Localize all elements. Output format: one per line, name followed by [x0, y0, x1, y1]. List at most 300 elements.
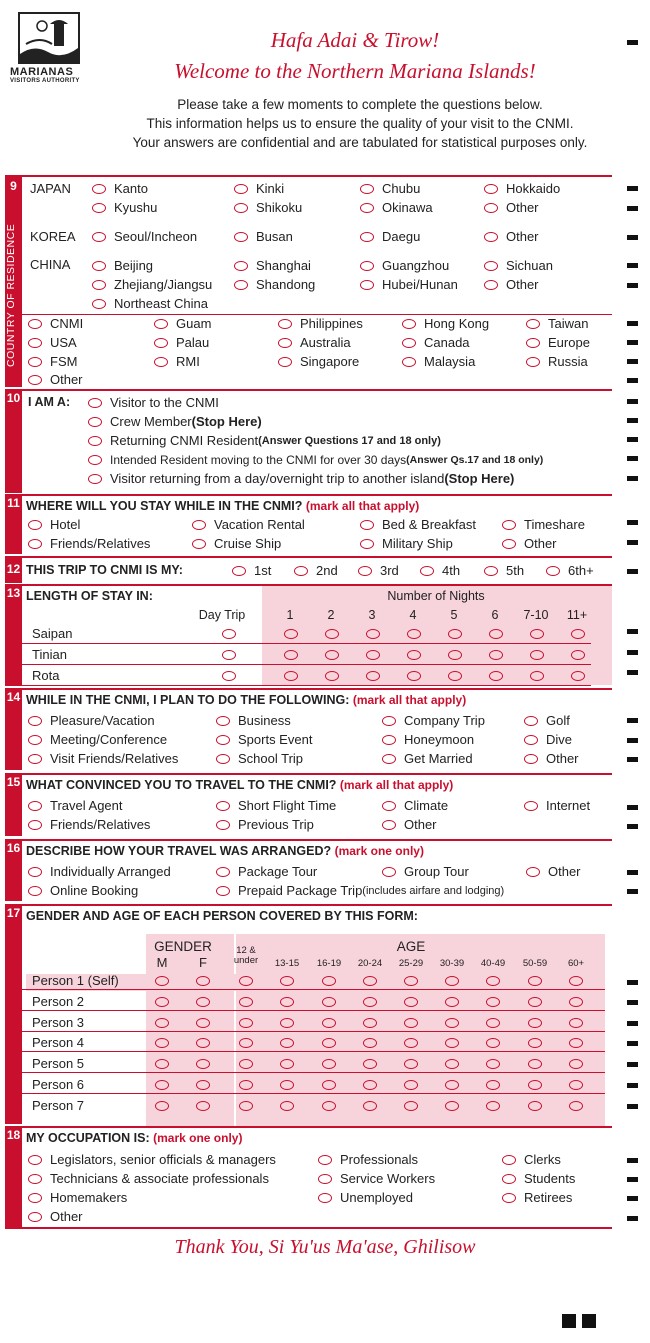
nights-header: Number of Nights: [387, 589, 485, 603]
age-bubble[interactable]: [239, 976, 253, 986]
age-bubble[interactable]: [280, 1101, 294, 1111]
age-bubble[interactable]: [445, 1018, 459, 1028]
age-bubble[interactable]: [404, 976, 418, 986]
option-professionals[interactable]: Professionals: [318, 1150, 418, 1169]
age-bubble[interactable]: [569, 976, 583, 986]
latte-stone-logo-icon: [18, 12, 80, 64]
logo-org-name: MARIANAS: [10, 66, 74, 78]
person-row: [5, 1074, 605, 1094]
option-philippines[interactable]: Philippines: [278, 314, 363, 333]
person-row: [5, 1053, 605, 1073]
timing-mark: [627, 456, 638, 461]
nights-bubble[interactable]: [325, 629, 339, 639]
nights-col-header: 4: [409, 608, 417, 622]
option-school-trip[interactable]: School Trip: [216, 749, 303, 768]
nights-bubble[interactable]: [325, 671, 339, 681]
age-bubble[interactable]: [239, 1101, 253, 1111]
section-q17: [5, 904, 612, 1124]
age-bubble[interactable]: [322, 997, 336, 1007]
option-trip-6th[interactable]: 6th+: [546, 561, 594, 580]
mva-logo: [10, 12, 86, 96]
option-visitor[interactable]: Visitor to the CNMI: [88, 393, 219, 412]
option-kyushu[interactable]: Kyushu: [92, 198, 157, 217]
option-intended-resident[interactable]: Intended Resident moving to the CNMI for over 30 days (Answer Qs.17 and 18 only): [88, 450, 543, 469]
option-sichuan[interactable]: Sichuan: [484, 256, 553, 275]
age-bubble[interactable]: [404, 1101, 418, 1111]
age-bubble[interactable]: [404, 1080, 418, 1090]
option-golf[interactable]: Golf: [524, 711, 570, 730]
age-bubble[interactable]: [528, 997, 542, 1007]
island-label: Tinian: [32, 647, 67, 662]
gender-bubble[interactable]: [196, 1101, 210, 1111]
option-russia[interactable]: Russia: [526, 352, 588, 371]
question-number: 16: [5, 841, 22, 901]
section-q12: [5, 556, 612, 583]
person-label: Person 4: [32, 1035, 85, 1051]
age-bubble[interactable]: [486, 1080, 500, 1090]
nights-bubble[interactable]: [530, 629, 544, 639]
age-bubble[interactable]: [322, 1080, 336, 1090]
q15-mark-hint: (mark all that apply): [339, 778, 454, 792]
age-bubble[interactable]: [239, 1018, 253, 1028]
age-bubble[interactable]: [445, 1101, 459, 1111]
section-q13: [5, 584, 612, 685]
stay-row: [5, 665, 591, 686]
person-row: [5, 1032, 605, 1052]
timing-mark: [627, 540, 638, 545]
timing-mark: [627, 206, 638, 211]
question-number: 15: [5, 775, 22, 836]
option-hong-kong[interactable]: Hong Kong: [402, 314, 489, 333]
timing-mark: [627, 757, 638, 762]
option-northeast-china[interactable]: Northeast China: [92, 294, 208, 313]
timing-mark: [627, 569, 638, 574]
timing-mark: [627, 1000, 638, 1005]
section-q14: [5, 688, 612, 770]
person-label: Person 1 (Self): [32, 973, 119, 988]
option-group-tour[interactable]: Group Tour: [382, 862, 469, 881]
option-bed-breakfast[interactable]: Bed & Breakfast: [360, 515, 476, 534]
option-country-other[interactable]: Other: [28, 370, 83, 389]
age-bubble[interactable]: [445, 976, 459, 986]
timing-mark: [627, 1177, 638, 1182]
option-conv-other[interactable]: Other: [382, 815, 437, 834]
timing-mark: [627, 40, 638, 45]
timing-mark: [627, 399, 638, 404]
option-beijing[interactable]: Beijing: [92, 256, 153, 275]
question-number: 17: [5, 906, 22, 1124]
question-number: 14: [5, 690, 22, 770]
nights-bubble[interactable]: [325, 650, 339, 660]
gender-bubble[interactable]: [196, 997, 210, 1007]
option-plan-other[interactable]: Other: [524, 749, 579, 768]
age-col-header: 40-49: [480, 958, 506, 969]
age-bubble[interactable]: [486, 1101, 500, 1111]
age-bubble[interactable]: [445, 1080, 459, 1090]
option-honeymoon[interactable]: Honeymoon: [382, 730, 474, 749]
age-col-header: 20-24: [357, 958, 383, 969]
option-previous-trip[interactable]: Previous Trip: [216, 815, 314, 834]
option-sports-event[interactable]: Sports Event: [216, 730, 312, 749]
welcome-title: Welcome to the Northern Mariana Islands!: [174, 59, 536, 83]
age-bubble[interactable]: [486, 1018, 500, 1028]
scanner-timing-marks: [627, 0, 638, 1343]
option-business[interactable]: Business: [216, 711, 291, 730]
nights-bubble[interactable]: [448, 629, 462, 639]
timing-mark: [627, 889, 638, 894]
greeting-title: Hafa Adai & Tirow!: [270, 28, 440, 52]
timing-mark: [627, 670, 638, 675]
age-bubble[interactable]: [404, 997, 418, 1007]
person-row: [5, 991, 605, 1011]
nights-bubble[interactable]: [489, 650, 503, 660]
age-bubble[interactable]: [486, 997, 500, 1007]
option-china-other[interactable]: Other: [484, 275, 539, 294]
option-timeshare[interactable]: Timeshare: [502, 515, 585, 534]
question-number: 12: [5, 558, 22, 583]
option-trip-1st[interactable]: 1st: [232, 561, 271, 580]
age-bubble[interactable]: [445, 997, 459, 1007]
logo-org-subtitle: VISITORS AUTHORITY: [10, 78, 80, 84]
option-seoul[interactable]: Seoul/Incheon: [92, 227, 197, 246]
option-daegu[interactable]: Daegu: [360, 227, 420, 246]
question-number: 11: [5, 496, 22, 554]
nights-bubble[interactable]: [530, 671, 544, 681]
nights-bubble[interactable]: [366, 671, 380, 681]
option-package-tour[interactable]: Package Tour: [216, 862, 317, 881]
age-bubble[interactable]: [528, 976, 542, 986]
age-bubble[interactable]: [569, 1080, 583, 1090]
timing-mark: [627, 1158, 638, 1163]
timing-mark: [627, 1104, 638, 1109]
age-bubble[interactable]: [280, 997, 294, 1007]
person-row: [5, 1095, 605, 1115]
option-singapore[interactable]: Singapore: [278, 352, 359, 371]
nights-col-header: 11+: [566, 608, 588, 622]
timing-mark: [627, 418, 638, 423]
person-row: [5, 1012, 605, 1032]
option-occupation-other[interactable]: Other: [28, 1207, 83, 1226]
q11-mark-hint: (mark all that apply): [305, 499, 420, 513]
nights-col-header: 5: [450, 608, 458, 622]
nights-bubble[interactable]: [489, 671, 503, 681]
timing-mark: [627, 870, 638, 875]
nights-bubble[interactable]: [284, 650, 298, 660]
timing-mark: [627, 235, 638, 240]
option-cnmi[interactable]: CNMI: [28, 314, 83, 333]
island-label: Rota: [32, 668, 60, 683]
timing-mark: [627, 1216, 638, 1221]
timing-mark: [627, 1021, 638, 1026]
option-friends-relatives[interactable]: Friends/Relatives: [28, 534, 150, 553]
timing-mark: [627, 805, 638, 810]
option-get-married[interactable]: Get Married: [382, 749, 473, 768]
i-am-a-label: I AM A:: [28, 395, 71, 409]
option-cruise-ship[interactable]: Cruise Ship: [192, 534, 281, 553]
nights-bubble[interactable]: [284, 671, 298, 681]
timing-mark: [627, 824, 638, 829]
option-usa[interactable]: USA: [28, 333, 77, 352]
q16-mark-hint: (mark one only): [334, 844, 424, 858]
country-of-residence-label: COUNTRY OF RESIDENCE: [5, 223, 17, 367]
q17-label: GENDER AND AGE OF EACH PERSON COVERED BY THIS FORM:: [26, 909, 418, 923]
person-label: Person 7: [32, 1097, 85, 1113]
section-q9: [5, 175, 612, 387]
stay-row: [5, 623, 591, 644]
option-trip-2nd[interactable]: 2nd: [294, 561, 338, 580]
option-online-booking[interactable]: Online Booking: [28, 881, 138, 900]
timing-mark: [627, 186, 638, 191]
option-stay-other[interactable]: Other: [502, 534, 557, 553]
option-shandong[interactable]: Shandong: [234, 275, 315, 294]
option-guangzhou[interactable]: Guangzhou: [360, 256, 449, 275]
option-hubei[interactable]: Hubei/Hunan: [360, 275, 458, 294]
china-label: CHINA: [30, 257, 71, 272]
question-number: 13: [5, 586, 22, 685]
nights-bubble[interactable]: [489, 629, 503, 639]
option-unemployed[interactable]: Unemployed: [318, 1188, 413, 1207]
nights-bubble[interactable]: [571, 650, 585, 660]
option-palau[interactable]: Palau: [154, 333, 209, 352]
stay-row: [5, 644, 591, 665]
option-crew-member[interactable]: Crew Member (Stop Here): [88, 412, 262, 431]
option-military-ship[interactable]: Military Ship: [360, 534, 453, 553]
option-service-workers[interactable]: Service Workers: [318, 1169, 435, 1188]
timing-mark: [627, 340, 638, 345]
option-guam[interactable]: Guam: [154, 314, 211, 333]
age-bubble[interactable]: [528, 1101, 542, 1111]
nights-bubble[interactable]: [366, 629, 380, 639]
option-taiwan[interactable]: Taiwan: [526, 314, 588, 333]
question-number: 9: [5, 177, 22, 387]
q16-label: DESCRIBE HOW YOUR TRAVEL WAS ARRANGED?: [26, 844, 332, 858]
q15-label: WHAT CONVINCED YOU TO TRAVEL TO THE CNMI?: [26, 778, 337, 792]
nights-col-header: 3: [368, 608, 376, 622]
timing-mark: [627, 476, 638, 481]
gender-bubble[interactable]: [196, 1080, 210, 1090]
age-bubble[interactable]: [404, 1018, 418, 1028]
q18-label: MY OCCUPATION IS:: [26, 1131, 150, 1145]
nights-col-header: 6: [491, 608, 499, 622]
option-climate[interactable]: Climate: [382, 796, 448, 815]
nights-bubble[interactable]: [571, 671, 585, 681]
timing-mark: [627, 980, 638, 985]
age-bubble[interactable]: [363, 997, 377, 1007]
age-bubble[interactable]: [239, 1080, 253, 1090]
option-okinawa[interactable]: Okinawa: [360, 198, 433, 217]
age-col-header: 16-19: [316, 958, 342, 969]
option-kinki[interactable]: Kinki: [234, 179, 284, 198]
section-q10: [5, 389, 612, 493]
timing-mark: [627, 520, 638, 525]
option-retirees[interactable]: Retirees: [502, 1188, 572, 1207]
option-company-trip[interactable]: Company Trip: [382, 711, 485, 730]
section-q18: [5, 1126, 612, 1227]
gender-header: GENDER: [154, 939, 212, 954]
gender-bubble[interactable]: [155, 1080, 169, 1090]
age-bubble[interactable]: [363, 976, 377, 986]
day-trip-bubble[interactable]: [222, 629, 236, 639]
timing-mark: [627, 1083, 638, 1088]
option-hokkaido[interactable]: Hokkaido: [484, 179, 560, 198]
day-trip-bubble[interactable]: [222, 671, 236, 681]
option-kanto[interactable]: Kanto: [92, 179, 148, 198]
option-arranged-other[interactable]: Other: [526, 862, 581, 881]
gender-bubble[interactable]: [196, 976, 210, 986]
age-bubble[interactable]: [569, 1018, 583, 1028]
q12-label: THIS TRIP TO CNMI IS MY:: [26, 563, 183, 577]
day-trip-bubble[interactable]: [222, 650, 236, 660]
option-travel-agent[interactable]: Travel Agent: [28, 796, 123, 815]
timing-mark: [627, 283, 638, 288]
option-korea-other[interactable]: Other: [484, 227, 539, 246]
option-japan-other[interactable]: Other: [484, 198, 539, 217]
gender-bubble[interactable]: [196, 1018, 210, 1028]
age-bubble[interactable]: [363, 1101, 377, 1111]
age-col-header: 25-29: [398, 958, 424, 969]
option-dive[interactable]: Dive: [524, 730, 572, 749]
age-col-header: 12 & under: [233, 945, 259, 966]
option-rmi[interactable]: RMI: [154, 352, 200, 371]
intro-text: Please take a few moments to complete the questions below. This information helps us to ensure the quality of your visit to the CNMI. Your answers are confidential and are tabulated for statistical purposes only.: [132, 97, 588, 150]
nights-bubble[interactable]: [448, 671, 462, 681]
age-bubble[interactable]: [528, 1080, 542, 1090]
timing-mark: [627, 1196, 638, 1201]
section-q15: [5, 773, 612, 836]
person-label: Person 2: [32, 993, 85, 1009]
timing-mark: [627, 650, 638, 655]
korea-label: KOREA: [30, 229, 76, 244]
age-bubble[interactable]: [363, 1080, 377, 1090]
person-label: Person 5: [32, 1056, 85, 1072]
option-internet[interactable]: Internet: [524, 796, 590, 815]
japan-label: JAPAN: [30, 181, 71, 196]
option-individually[interactable]: Individually Arranged: [28, 862, 171, 881]
timing-mark: [627, 321, 638, 326]
corner-mark-icon: [582, 1314, 596, 1328]
question-number: 10: [5, 391, 22, 493]
age-bubble[interactable]: [280, 1080, 294, 1090]
q18-mark-hint: (mark one only): [153, 1131, 243, 1145]
option-busan[interactable]: Busan: [234, 227, 293, 246]
timing-mark: [627, 718, 638, 723]
option-meeting[interactable]: Meeting/Conference: [28, 730, 167, 749]
timing-mark: [627, 629, 638, 634]
option-conv-friends[interactable]: Friends/Relatives: [28, 815, 150, 834]
gender-bubble[interactable]: [155, 976, 169, 986]
option-clerks[interactable]: Clerks: [502, 1150, 561, 1169]
option-visit-friends[interactable]: Visit Friends/Relatives: [28, 749, 178, 768]
age-bubble[interactable]: [528, 1018, 542, 1028]
gender-bubble[interactable]: [155, 1101, 169, 1111]
option-malaysia[interactable]: Malaysia: [402, 352, 475, 371]
age-header: AGE: [396, 939, 426, 954]
nights-bubble[interactable]: [571, 629, 585, 639]
option-fsm[interactable]: FSM: [28, 352, 77, 371]
day-trip-header: Day Trip: [198, 608, 246, 622]
option-trip-5th[interactable]: 5th: [484, 561, 524, 580]
option-trip-3rd[interactable]: 3rd: [358, 561, 399, 580]
age-bubble[interactable]: [486, 976, 500, 986]
option-returning-resident[interactable]: Returning CNMI Resident (Answer Questions 17 and 18 only): [88, 431, 441, 450]
age-bubble[interactable]: [322, 976, 336, 986]
age-col-header: 30-39: [439, 958, 465, 969]
nights-col-header: 7-10: [523, 608, 549, 622]
nights-bubble[interactable]: [530, 650, 544, 660]
age-bubble[interactable]: [569, 997, 583, 1007]
q11-label: WHERE WILL YOU STAY WHILE IN THE CNMI?: [26, 499, 303, 513]
option-chubu[interactable]: Chubu: [360, 179, 420, 198]
option-visitor-returning[interactable]: Visitor returning from a day/overnight trip to another island (Stop Here): [88, 469, 514, 488]
nights-bubble[interactable]: [407, 671, 421, 681]
timing-mark: [627, 263, 638, 268]
age-col-header: 50-59: [522, 958, 548, 969]
section-q11: [5, 494, 612, 554]
q14-label: WHILE IN THE CNMI, I PLAN TO DO THE FOLLOWING:: [26, 693, 350, 707]
age-bubble[interactable]: [363, 1018, 377, 1028]
option-legislators[interactable]: Legislators, senior officials & managers: [28, 1150, 276, 1169]
nights-bubble[interactable]: [366, 650, 380, 660]
option-pleasure[interactable]: Pleasure/Vacation: [28, 711, 155, 730]
option-canada[interactable]: Canada: [402, 333, 470, 352]
nights-bubble[interactable]: [407, 629, 421, 639]
gender-col-header: M: [156, 955, 168, 970]
option-zhejiang[interactable]: Zhejiang/Jiangsu: [92, 275, 212, 294]
nights-bubble[interactable]: [284, 629, 298, 639]
q13-label: LENGTH OF STAY IN:: [26, 589, 153, 603]
option-trip-4th[interactable]: 4th: [420, 561, 460, 580]
age-bubble[interactable]: [322, 1101, 336, 1111]
section-q16: [5, 839, 612, 901]
age-bubble[interactable]: [569, 1101, 583, 1111]
option-europe[interactable]: Europe: [526, 333, 590, 352]
timing-mark: [627, 437, 638, 442]
option-students[interactable]: Students: [502, 1169, 575, 1188]
option-short-flight[interactable]: Short Flight Time: [216, 796, 336, 815]
option-prepaid[interactable]: Prepaid Package Trip (includes airfare and lodging): [216, 881, 504, 900]
timing-mark: [627, 1041, 638, 1046]
timing-mark: [627, 738, 638, 743]
age-bubble[interactable]: [280, 1018, 294, 1028]
corner-mark-icon: [562, 1314, 576, 1328]
person-label: Person 6: [32, 1077, 85, 1092]
timing-mark: [627, 378, 638, 383]
age-col-header: 13-15: [274, 958, 300, 969]
option-hotel[interactable]: Hotel: [28, 515, 80, 534]
gender-bubble[interactable]: [155, 1018, 169, 1028]
person-label: Person 3: [32, 1014, 85, 1030]
option-vacation-rental[interactable]: Vacation Rental: [192, 515, 305, 534]
thank-you-footer: Thank You, Si Yu'us Ma'ase, Ghilisow: [174, 1236, 476, 1258]
gender-bubble[interactable]: [155, 997, 169, 1007]
option-homemakers[interactable]: Homemakers: [28, 1188, 127, 1207]
age-bubble[interactable]: [322, 1018, 336, 1028]
timing-mark: [627, 359, 638, 364]
question-number: 18: [5, 1128, 22, 1227]
option-technicians[interactable]: Technicians & associate professionals: [28, 1169, 269, 1188]
island-label: Saipan: [32, 626, 73, 641]
option-shikoku[interactable]: Shikoku: [234, 198, 302, 217]
nights-bubble[interactable]: [407, 650, 421, 660]
nights-bubble[interactable]: [448, 650, 462, 660]
option-shanghai[interactable]: Shanghai: [234, 256, 311, 275]
age-bubble[interactable]: [280, 976, 294, 986]
q14-mark-hint: (mark all that apply): [352, 693, 467, 707]
gender-col-header: F: [199, 955, 207, 970]
nights-col-header: 1: [286, 608, 294, 622]
option-australia[interactable]: Australia: [278, 333, 351, 352]
age-bubble[interactable]: [239, 997, 253, 1007]
